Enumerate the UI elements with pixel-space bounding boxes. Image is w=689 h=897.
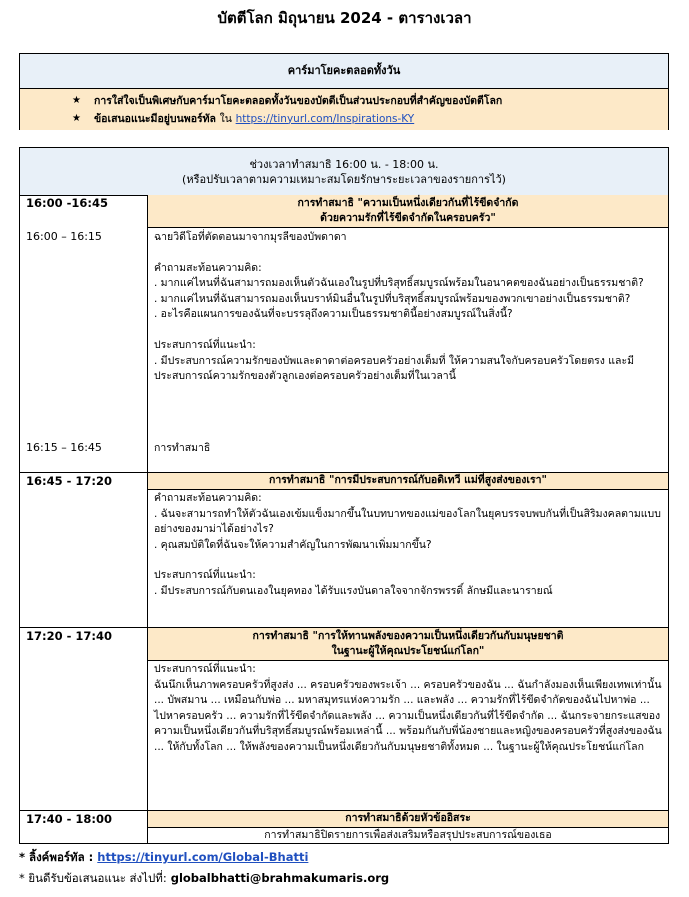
question: . มากแค่ไหนที่ฉันสามารถมองเห็นตัวฉันเองในรูปที่บริสุทธิ์สมบูรณ์พร้อมในอนาคตของฉันอย่างเป็นธรรมชาติ? xyxy=(154,277,644,290)
schedule-header-line1: ช่วงเวลาทำสมาธิ 16:00 น. - 18:00 น. xyxy=(249,158,439,171)
meditation-line: การทำสมาธิ xyxy=(154,442,211,454)
portal-link[interactable]: https://tinyurl.com/Global-Bhatti xyxy=(97,850,309,864)
session-heading: การทำสมาธิ "การมีประสบการณ์กับอดิเทวี แม่ที่สูงส่งของเรา" xyxy=(148,473,668,490)
karma-yoga-header: คาร์มาโยคะตลอดทั้งวัน xyxy=(20,54,668,89)
karma-item-text: การใส่ใจเป็นพิเศษกับคาร์มาโยคะตลอดทั้งวันของบัตตีเป็นส่วนประกอบที่สำคัญของบัตตีโลก xyxy=(94,94,503,107)
session-time: 16:00 -16:45 xyxy=(26,196,108,210)
question-label: คำถามสะท้อนความคิด: xyxy=(154,261,262,274)
sub-time: 16:00 – 16:15 xyxy=(26,230,102,243)
session-time: 17:20 - 17:40 xyxy=(26,629,112,643)
session-content xyxy=(154,662,662,756)
footer-feedback-label: * ยินดีรับข้อเสนอแนะ ส่งไปที่: xyxy=(19,871,167,885)
column-divider xyxy=(147,195,148,843)
question: . ฉันจะสามารถทำให้ตัวฉันเองเข้มแข็งมากขึ้นในบทบาทของแม่ของโลกในยุคบรรจบพบกันที่เป็นสิริมงคลตามแบบอย่างของมาม่าได้อย่างไร? xyxy=(154,507,661,536)
feedback-email[interactable]: globalbhatti@brahmakumaris.org xyxy=(170,871,390,885)
session-heading: การทำสมาธิด้วยหัวข้ออิสระ xyxy=(148,811,668,828)
question: . อะไรคือแผนการของฉันที่จะบรรลุถึงความเป็นธรรมชาตินี้อย่างสมบูรณ์ในสิ่งนี้? xyxy=(154,308,513,321)
experience-label: ประสบการณ์ที่แนะนำ: xyxy=(154,569,256,582)
footer-feedback xyxy=(19,870,389,888)
session-heading-line: ด้วยความรักที่ไร้ขีดจำกัดในครอบครัว" xyxy=(320,212,496,224)
schedule-table xyxy=(19,147,669,844)
question: . คุณสมบัติใดที่ฉันจะให้ความสำคัญในการพัฒนาเพิ่มมากขึ้น? xyxy=(154,538,432,551)
karma-item-text: ข้อเสนอแนะมีอยู่บนพอร์ทัล xyxy=(94,112,216,125)
schedule-header-line2: (หรือปรับเวลาตามความเหมาะสมโดยรักษาระยะเวลาของรายการไว้) xyxy=(182,173,506,186)
session-time: 17:40 - 18:00 xyxy=(26,812,112,826)
karma-item-connector: ใน xyxy=(219,112,232,125)
video-line: ฉายวิดีโอที่ตัดตอนมาจากมุรลีของบัพดาดา xyxy=(154,231,347,243)
experience-label: ประสบการณ์ที่แนะนำ: xyxy=(154,338,256,351)
schedule-header xyxy=(20,148,668,196)
karma-item xyxy=(72,91,668,109)
session-content: การทำสมาธิปิดรายการเพื่อส่งเสริมหรือสรุปประสบการณ์ของเธอ xyxy=(264,829,552,841)
session-heading xyxy=(148,195,668,228)
karma-yoga-box xyxy=(19,53,669,130)
question: . มากแค่ไหนที่ฉันสามารถมองเห็นบราห์มินอื่นในรูปที่บริสุทธิ์สมบูรณ์พร้อมของพวกเขาอย่างเป็นธรรมชาติ? xyxy=(154,292,631,305)
inspirations-link[interactable]: https://tinyurl.com/Inspirations-KY xyxy=(235,112,415,125)
experience-label: ประสบการณ์ที่แนะนำ: xyxy=(154,663,256,675)
experience-text: ฉันนึกเห็นภาพครอบครัวที่สูงส่ง ... ครอบครัวของพระเจ้า ... ครอบครัวของฉัน ... ฉันกำลังมองเห็นเพียงเทพเท่านั้น ... บัพสมาน ... เหมือนกับพ่อ ... มหาสมุทรแห่งความรัก ... และพลัง ... ความรักที่ไร้ขีดจำกัดของฉันไปหาพ่อ ... ไปหาครอบครัว ... ความรักที่ไร้ขีดจำกัดและพลัง ... ความเป็นหนึ่งเดียวกันที่ไร้ขีดจำกัด ... ฉันกระจายกระแสของความเป็นหนึ่งเดียวกันที่บริสุทธิ์สมบูรณ์พร้อมเหล่านี้ ... พร้อมกันกับพี่น้องชายและหญิงของครอบครัวที่สูงส่งของฉัน ... ให้กับทั้งโลก ... ให้พลังของความเป็นหนึ่งเดียวกันกับมนุษยชาติทั้งหมด ... ในฐานะผู้ให้คุณประโยชน์แก่โลก xyxy=(154,678,662,753)
session-content xyxy=(154,491,662,600)
page-title: บัตตีโลก มิถุนายน 2024 - ตารางเวลา xyxy=(217,9,472,27)
experience-text: . มีประสบการณ์ความรักของบัพและดาดาต่อครอบครัวอย่างเต็มที่ ให้ความสนใจกับครอบครัวโดยตรง และมีประสบการณ์ความรักของตัวลูกเองต่อครอบครัวอย่างเต็มที่ในเวลานี้ xyxy=(154,354,635,383)
footer-portal-label: * ลิ้งค์พอร์ทัล : xyxy=(19,850,94,864)
star-icon: ★ xyxy=(72,94,81,106)
session-heading-line: การทำสมาธิ "ความเป็นหนึ่งเดียวกันที่ไร้ขีดจำกัด xyxy=(297,197,519,209)
footer-portal xyxy=(19,849,308,867)
question-label: คำถามสะท้อนความคิด: xyxy=(154,492,262,504)
sub-time: 16:15 – 16:45 xyxy=(26,441,102,454)
session-time: 16:45 - 17:20 xyxy=(26,474,112,488)
star-icon: ★ xyxy=(72,112,81,124)
session-heading xyxy=(148,628,668,661)
karma-item xyxy=(72,109,668,127)
experience-text: . มีประสบการณ์กับตนเองในยุคทอง ได้รับแรงบันดาลใจจากจักรพรรดิ์ ลักษมีและนารายณ์ xyxy=(154,584,553,597)
karma-yoga-body xyxy=(20,89,668,130)
session-heading-line: ในฐานะผู้ให้คุณประโยชน์แก่โลก" xyxy=(331,645,485,657)
session-heading-line: การทำสมาธิ "การให้ทานพลังของความเป็นหนึ่งเดียวกันกับมนุษยชาติ xyxy=(252,630,564,642)
session-content xyxy=(154,230,662,385)
